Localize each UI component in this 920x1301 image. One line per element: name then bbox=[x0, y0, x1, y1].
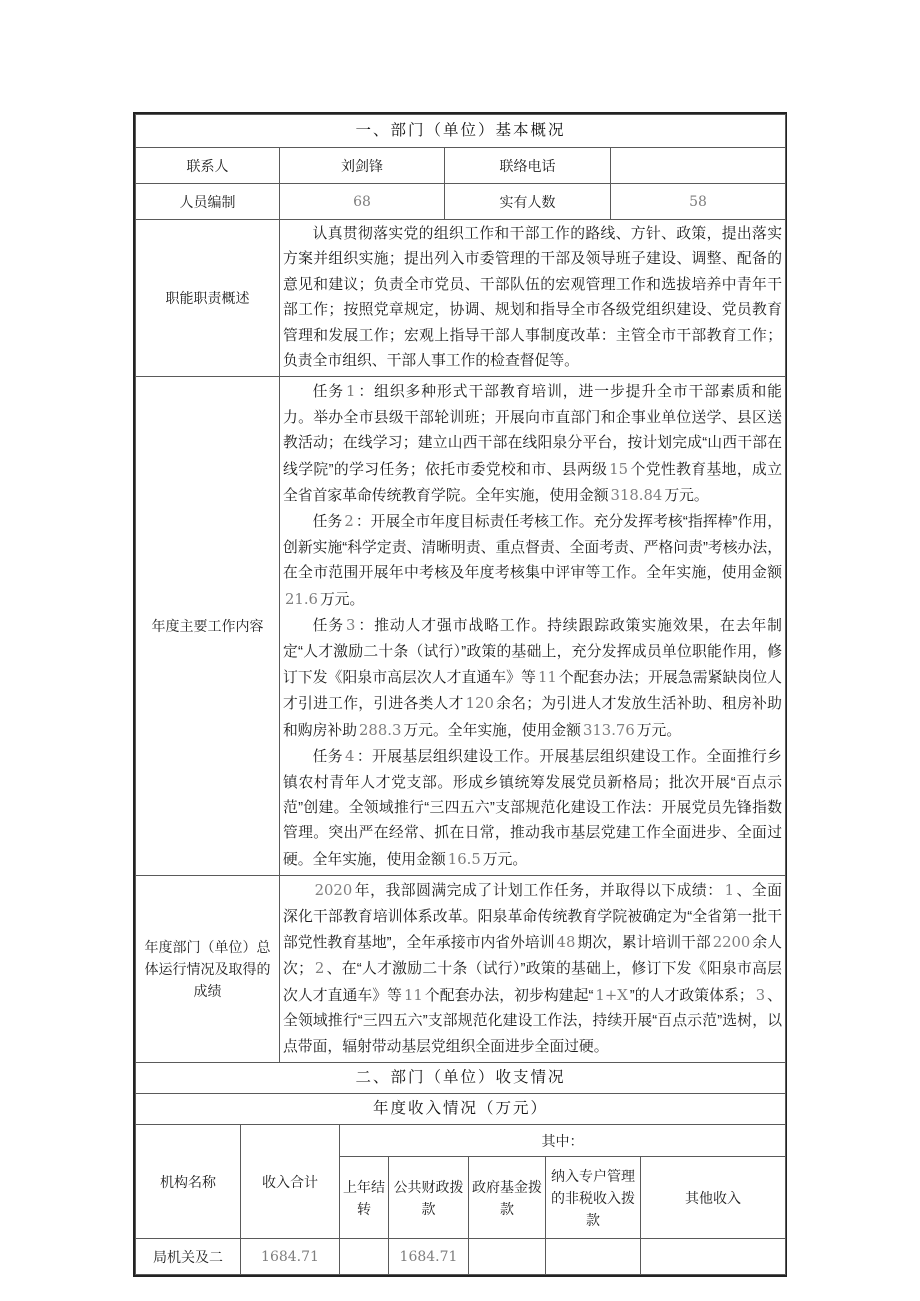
income-row-public-finance: 1684.71 bbox=[389, 1239, 469, 1275]
actual-headcount-label: 实有人数 bbox=[445, 184, 611, 220]
narrative-table bbox=[135, 219, 786, 1125]
income-col-among-header: 其中： bbox=[340, 1125, 786, 1157]
table-row bbox=[136, 1239, 786, 1275]
income-subcol-public-finance-header: 公共财政拨款 bbox=[389, 1157, 469, 1239]
phone-label: 联络电话 bbox=[445, 148, 611, 184]
income-col-total-header: 收入合计 bbox=[241, 1125, 340, 1239]
annual-work-label: 年度主要工作内容 bbox=[136, 377, 280, 876]
income-subcol-other-header: 其他收入 bbox=[641, 1157, 786, 1239]
contact-value: 刘剑锋 bbox=[280, 148, 445, 184]
contact-label: 联系人 bbox=[136, 148, 280, 184]
income-row-other bbox=[641, 1239, 786, 1275]
section1-header: 一、部门（单位）基本概况 bbox=[136, 115, 786, 148]
income-table bbox=[135, 1124, 786, 1275]
duties-label: 职能职责概述 bbox=[136, 220, 280, 377]
annual-work-text-cell bbox=[280, 377, 786, 876]
income-col-org-header: 机构名称 bbox=[136, 1125, 241, 1239]
task-paragraph-2: 任务 2 ：开展全市年度目标责任考核工作。充分发挥考核“指挥棒”作用，创新实施“科学定责、清晰明责、重点督责、全面考责、严格问责”考核办法，在全市范围开展年中考核及年度考核集中评审等工作。全年实施，使用金额21.6 万元。 bbox=[283, 513, 782, 608]
income-row-gov-fund bbox=[469, 1239, 546, 1275]
basic-info-table bbox=[135, 114, 786, 220]
staffing-label: 人员编制 bbox=[136, 184, 280, 220]
report-document bbox=[133, 112, 787, 1277]
duties-paragraph: 认真贯彻落实党的组织工作和干部工作的路线、方针、政策，提出落实方案并组织实施；提出列入市委管理的干部及领导班子建设、调整、配备的意见和建议；负责全市党员、干部队伍的宏观管理工作和选拔培养中青年干部工作；按照党章规定，协调、规划和指导全市各级党组织建设、党员教育管理和发展工作；宏观上指导干部人事制度改革：主管全市干部教育工作；负责全市组织、干部人事工作的检查督促等。 bbox=[283, 226, 782, 370]
task-paragraph-3: 任务 3 ：推动人才强市战略工作。持续跟踪政策实施效果，在去年制定“人才激励二十条（试行）”政策的基础上，充分发挥成员单位职能作用，修订下发《阳泉市高层次人才直通车》等 11 个配套办法；开展急需紧缺岗位人才引进工作，引进各类人才 120 余名；为引进人才发放生活补助、租房补助和购房补助 288.3 万元。全年实施，使用金额 313.76 万元。 bbox=[283, 617, 782, 739]
actual-headcount-value: 58 bbox=[611, 184, 786, 220]
task-paragraph-4: 任务 4 ：开展基层组织建设工作。开展基层组织建设工作。全面推行乡镇农村青年人才党支部。形成乡镇统筹发展党员新格局；批次开展“百点示范”创建。全领域推行“三四五六”支部规范化建设工作法：开展党员先锋指数管理。突出严在经常、抓在日常，推动我市基层党建工作全面进步、全面过硬。全年实施，使用金额 16.5 万元。 bbox=[283, 748, 782, 868]
task-paragraph-1: 任务 1 ：组织多种形式干部教育培训，进一步提升全市干部素质和能力。举办全市县级干部轮训班；开展向市直部门和企事业单位送学、县区送教活动；在线学习；建立山西干部在线阳泉分平台，按计划完成“山西干部在线学院”的学习任务；依托市委党校和市、县两级 15 个党性教育基地，成立全省首家革命传统教育学院。全年实施，使用金额 318.84 万元。 bbox=[283, 383, 782, 505]
income-section-header: 年度收入情况（万元） bbox=[136, 1094, 786, 1125]
phone-value bbox=[611, 148, 786, 184]
income-row-org: 局机关及二 bbox=[136, 1239, 241, 1275]
staffing-value: 68 bbox=[280, 184, 445, 220]
income-subcol-gov-fund-header: 政府基金拨款 bbox=[469, 1157, 546, 1239]
duties-text-cell bbox=[280, 220, 786, 377]
section2-header: 二、部门（单位）收支情况 bbox=[136, 1063, 786, 1094]
annual-summary-label: 年度部门（单位）总体运行情况及取得的成绩 bbox=[136, 876, 280, 1063]
annual-summary-paragraph: 2020 年，我部圆满完成了计划工作任务，并取得以下成绩： 1 、全面深化干部教育培训体系改革。阳泉革命传统教育学院被确定为“全省第一批干部党性教育基地”，全年承接市内省外培训 48 期次，累计培训干部 2200 余人次； 2 、在“人才激励二十条（试行）”政策的基础上，修订下发《阳泉市高层次人才直通车》等 11 个配套办法，初步构建起“ 1+X ”的人才政策体系； 3 、全领域推行“三四五六”支部规范化建设工作法，持续开展“百点示范”选树，以点带面，辐射带动基层党组织全面进步全面过硬。 bbox=[283, 882, 782, 1055]
income-row-non-tax bbox=[546, 1239, 641, 1275]
income-subcol-carryover-header: 上年结转 bbox=[340, 1157, 389, 1239]
annual-summary-text-cell bbox=[280, 876, 786, 1063]
income-subcol-non-tax-header: 纳入专户管理的非税收入拨款 bbox=[546, 1157, 641, 1239]
income-row-total: 1684.71 bbox=[241, 1239, 340, 1275]
income-row-carryover bbox=[340, 1239, 389, 1275]
